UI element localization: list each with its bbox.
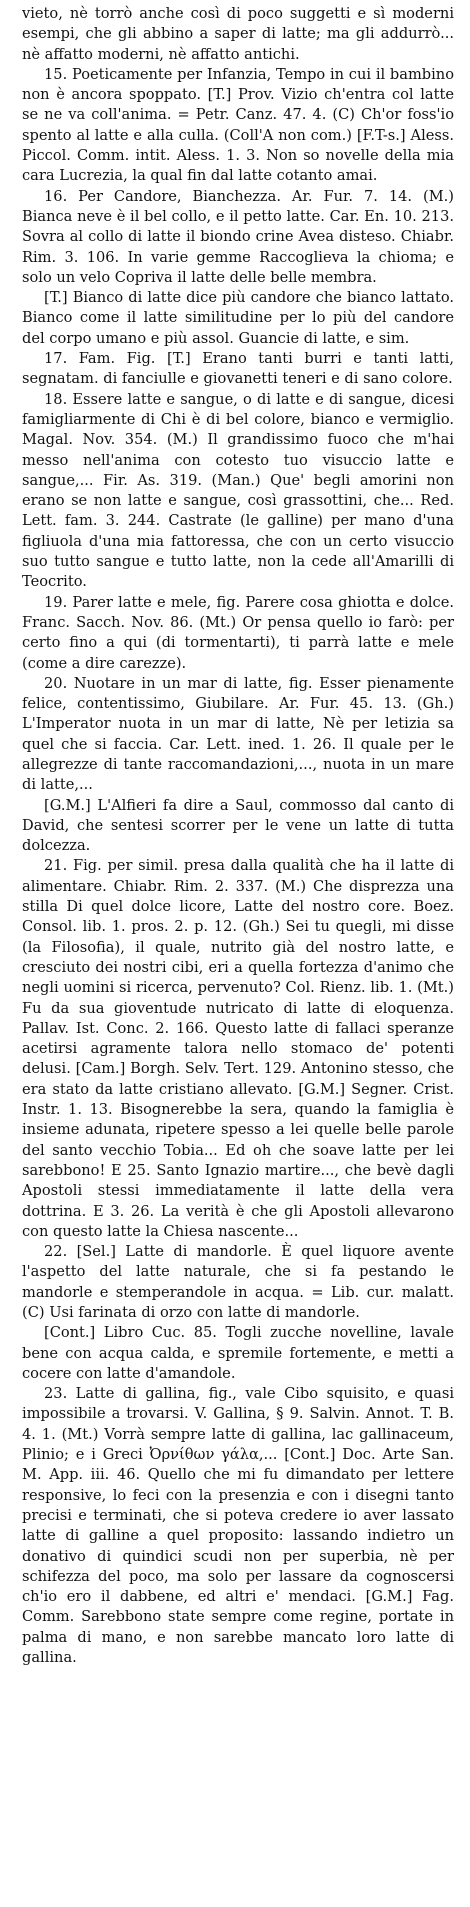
entry-23-latte-di-gallina: 23. Latte di gallina, fig., vale Cibo squisito, e quasi impossibile a trovarsi. V. Gallina, § 9. Salvin. Annot. T. B. 4. 1. (Mt.) Vorrà sempre latte di gallina, lac gallinaceum, Plinio; e i Greci Ὀρνίθων γάλα,... [Cont.] Doc. Arte San. M. App. iii. 46. Quello che mi fu dimandato per lettere responsive, lo feci con la presenzia e con i disegni tanto precisi e terminati, che si poteva credere io aver lassato latte di galline a quel proposito: lassando indietro un donativo di quindici scudi non per superbia, nè per schifezza del poco, ma solo per lassare da cognoscersi ch'io ero il dabbene, ed altri e' mendaci. [G.M.] Fag. Comm. Sarebbono state sempre come regine, portate in palma di mano, e non sarebbe mancato loro latte di gallina.	[22, 1385, 454, 1667]
entry-16-subparagraph: [T.] Bianco di latte dice più candore che bianco lattato. Bianco come il latte similitudine per lo più del candore del corpo umano e più assol. Guancie di latte, e sim.	[22, 289, 454, 347]
entry-20-subparagraph: [G.M.] L'Alfieri fa dire a Saul, commosso dal canto di David, che sentesi scorrer per le vene un latte di tutta dolcezza.	[22, 796, 454, 855]
entry-15-infanzia: 15. Poeticamente per Infanzia, Tempo in cui il bambino non è ancora spoppato. [T.] Prov. Vizio ch'entra col latte se ne va coll'anima. = Petr. Canz. 47. 4. (C) Ch'or foss'io spento al latte e alla culla. (Coll'A non com.) [F.T-s.] Aless. Piccol. Comm. intit. Aless. 1. 3. Non so novelle della mia cara Lucrezia, la qual fin dal latte cotanto amai.	[22, 65, 454, 185]
entry-continuation: vieto, nè torrò anche così di poco suggetti e sì moderni esempi, che gli abbino a saper di latte; ma gli addurrò... nè affatto moderni, nè affatto antichi.	[22, 5, 454, 63]
entry-19-latte-e-mele: 19. Parer latte e mele, fig. Parere cosa ghiotta e dolce. Franc. Sacch. Nov. 86. (Mt.) Or pensa quello io farò: per certo fino a qui (di tormentarti), ti parrà latte e mele (come a dire carezze).	[22, 593, 454, 672]
entry-22-latte-di-mandorle: 22. [Sel.] Latte di mandorle. È quel liquore avente l'aspetto del latte naturale, che si fa pestando le mandorle e stemperandole in acqua. = Lib. cur. malatt. (C) Usi farinata di orzo con latte di mandorle.	[22, 1243, 454, 1321]
entry-22-subparagraph: [Cont.] Libro Cuc. 85. Togli zucche novelline, lavale bene con acqua calda, e spremile fortemente, e metti a cocere con latte d'amandole.	[22, 1324, 454, 1382]
entry-18-latte-e-sangue: 18. Essere latte e sangue, o di latte e di sangue, dicesi famigliarmente di Chi è di bel colore, bianco e vermiglio. Magal. Nov. 354. (M.) Il grandissimo fuoco che m'hai messo nell'anima con cotesto tuo visuccio latte e sangue,... Fir. As. 319. (Man.) Que' begli amorini non erano se non latte e sangue, così grassottini, che... Red. Lett. fam. 3. 244. Castrate (le galline) per mano d'una figliuola d'una mia fattoressa, che con un certo visuccio suo tutto sangue e tutto latte, non la cede all'Amarilli di Teocrito.	[22, 390, 454, 591]
entry-21-fig-alimentare: 21. Fig. per simil. presa dalla qualità che ha il latte di alimentare. Chiabr. Rim. 2. 337. (M.) Che disprezza una stilla Di quel dolce licore, Latte del nostro core. Boez. Consol. lib. 1. pros. 2. p. 12. (Gh.) Sei tu quegli, mi disse (la Filosofia), il quale, nutrito già del nostro latte, e cresciuto dei nostri cibi, eri a quella fortezza d'animo che negli uomini si ricerca, pervenuto? Col. Rienz. lib. 1. (Mt.) Fu da sua gioventude nutricato di latte di eloquenza. Pallav. Ist. Conc. 2. 166. Questo latte di fallaci speranze acetirsi agramente talora nello stomaco de' potenti delusi. [Cam.] Borgh. Selv. Tert. 129. Antonino stesso, che era stato da latte cristiano allevato. [G.M.] Segner. Crist. Instr. 1. 13. Bisognerebbe la sera, quando la famiglia è insieme adunata, ripetere spesso a lei quelle belle parole del santo vecchio Tobia... Ed oh che soave latte per lei sarebbono! E 25. Santo Ignazio martire..., che bevè dagli Apostoli stessi immediatamente il latte della vera dottrina. E 3. 26. La verità è che gli Apostoli allevarono con questo latte la Chiesa nascente...	[22, 857, 454, 1240]
entry-16-candore: 16. Per Candore, Bianchezza. Ar. Fur. 7. 14. (M.) Bianca neve è il bel collo, e il petto latte. Car. En. 10. 213. Sovra al collo di latte il biondo crine Avea disteso. Chiabr. Rim. 3. 106. In varie gemme Raccoglieva la chioma; e solo un velo Copriva il latte delle belle membra.	[22, 187, 454, 286]
entry-20-mar-di-latte: 20. Nuotare in un mar di latte, fig. Esser pienamente felice, contentissimo, Giubilare. Ar. Fur. 45. 13. (Gh.) L'Imperator nuota in un mar di latte, Nè per letizia sa quel che si faccia. Car. Lett. ined. 1. 26. Il quale per le allegrezze di tante raccomandazioni,..., nuota in un mare di latte,...	[22, 674, 454, 794]
entry-17-fam-fig: 17. Fam. Fig. [T.] Erano tanti burri e tanti latti, segnatam. di fanciulle e giovanetti teneri e di sano colore.	[22, 350, 454, 388]
